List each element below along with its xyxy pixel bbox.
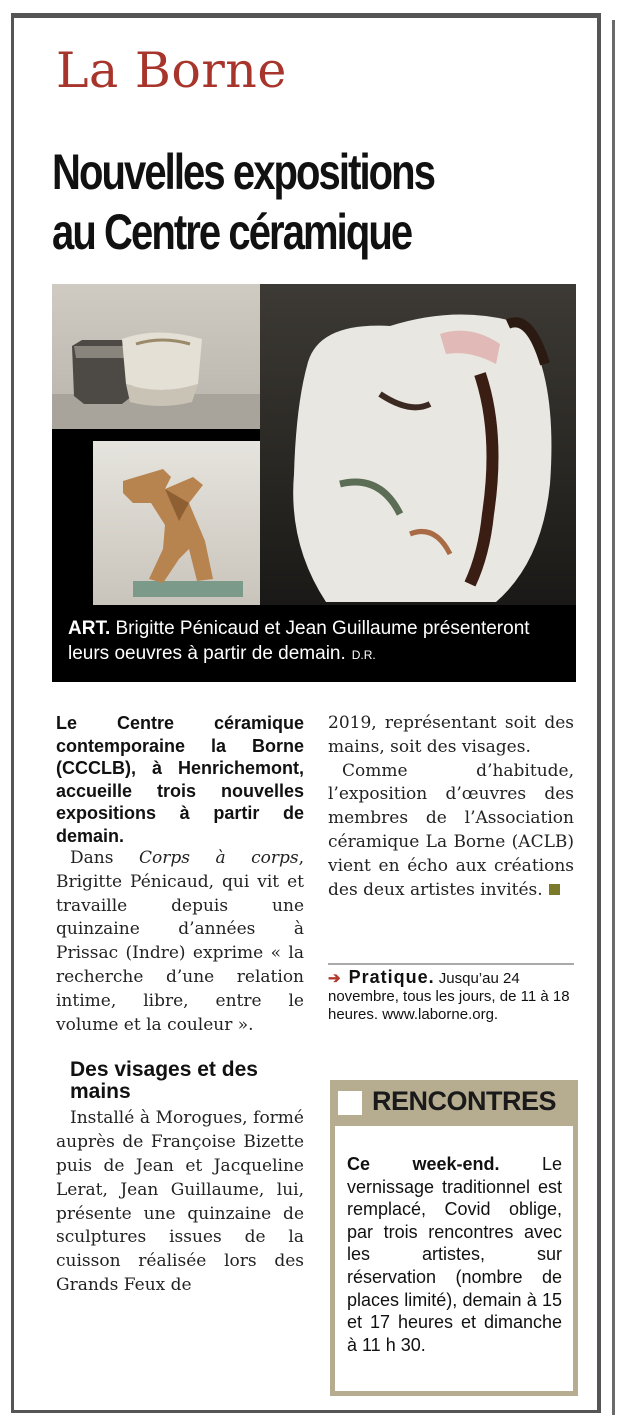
photo-bowls [52,284,260,429]
article-intro: Le Centre céramique contemporaine la Borne (CCCLB), à Henrichemont, accueille trois nouvelles expositions à partir de demain. [56,713,304,846]
headline-line-1: Nouvelles expositions [52,144,435,200]
pratique-info [328,968,574,1024]
paragraph-1 [56,847,304,1037]
bowls-image [52,284,260,429]
sculpture-image [93,441,261,605]
vase-image [260,284,576,605]
column-left [56,712,304,1298]
headline [52,142,434,262]
square-icon [338,1091,362,1115]
paragraph-2: Installé à Morogues, formé auprès de Françoise Bizette puis de Jean et Jacqueline Lerat, Jean Guillaume, lui, présente une quinzaine de sculptures issues de la cuisson réalisée lors des Grands Feux de [56,1108,304,1295]
pratique-text: Jusqu’au 24 novembre, tous les jours, de 11 à 18 heures. www.laborne.org. [328,970,570,1023]
caption-lead: ART. [68,618,111,639]
pratique-rule [328,963,574,965]
column-right [328,712,574,902]
rencontres-title: RENCONTRES [372,1086,557,1116]
rencontres-lead: Ce week-end. [347,1154,500,1174]
article-photo [52,284,576,682]
rencontres-body: Le vernissage traditionnel est remplacé, Covid oblige, par trois rencontres avec les artistes, sur réservation (nombre de places limité), demain à 15 et 17 heures et dimanche à 11 h 30. [347,1154,562,1355]
paragraph-2-continued: 2019, représentant soit des mains, soit des visages. [328,713,574,757]
headline-line-2: au Centre céramique [52,204,412,260]
para1-text-before: Dans [70,848,139,868]
photo-vase [260,284,576,605]
photo-caption [52,605,576,682]
rencontres-text [347,1153,562,1356]
section-title: La Borne [56,42,287,99]
end-mark-icon [549,884,560,895]
paragraph-3 [328,760,574,903]
exhibition-title: Corps à corps [138,848,299,868]
caption-text: Brigitte Pénicaud et Jean Guillaume présenteront leurs oeuvres à partir de demain. [68,618,530,664]
column-divider [612,20,615,1415]
photo-sculpture [93,441,261,605]
photo-credit: D.R. [351,648,376,662]
pratique-label: Pratique. [348,967,435,987]
para1-text-after: , Brigitte Pénicaud, qui vit et travaille depuis une quinzaine d’années à Prissac (Indre) exprime « la recherche d’une relation intime, libre, entre le volume et la couleur ». [56,848,304,1035]
para3-text: Comme d’habitude, l’exposition d’œuvres des membres de l’Association céramique La Borne (ACLB) vient en écho aux créations des deux artistes invités. [328,760,574,900]
subheading: Des visages et des mains [70,1058,258,1104]
arrow-right-icon: ➔ [328,970,341,987]
